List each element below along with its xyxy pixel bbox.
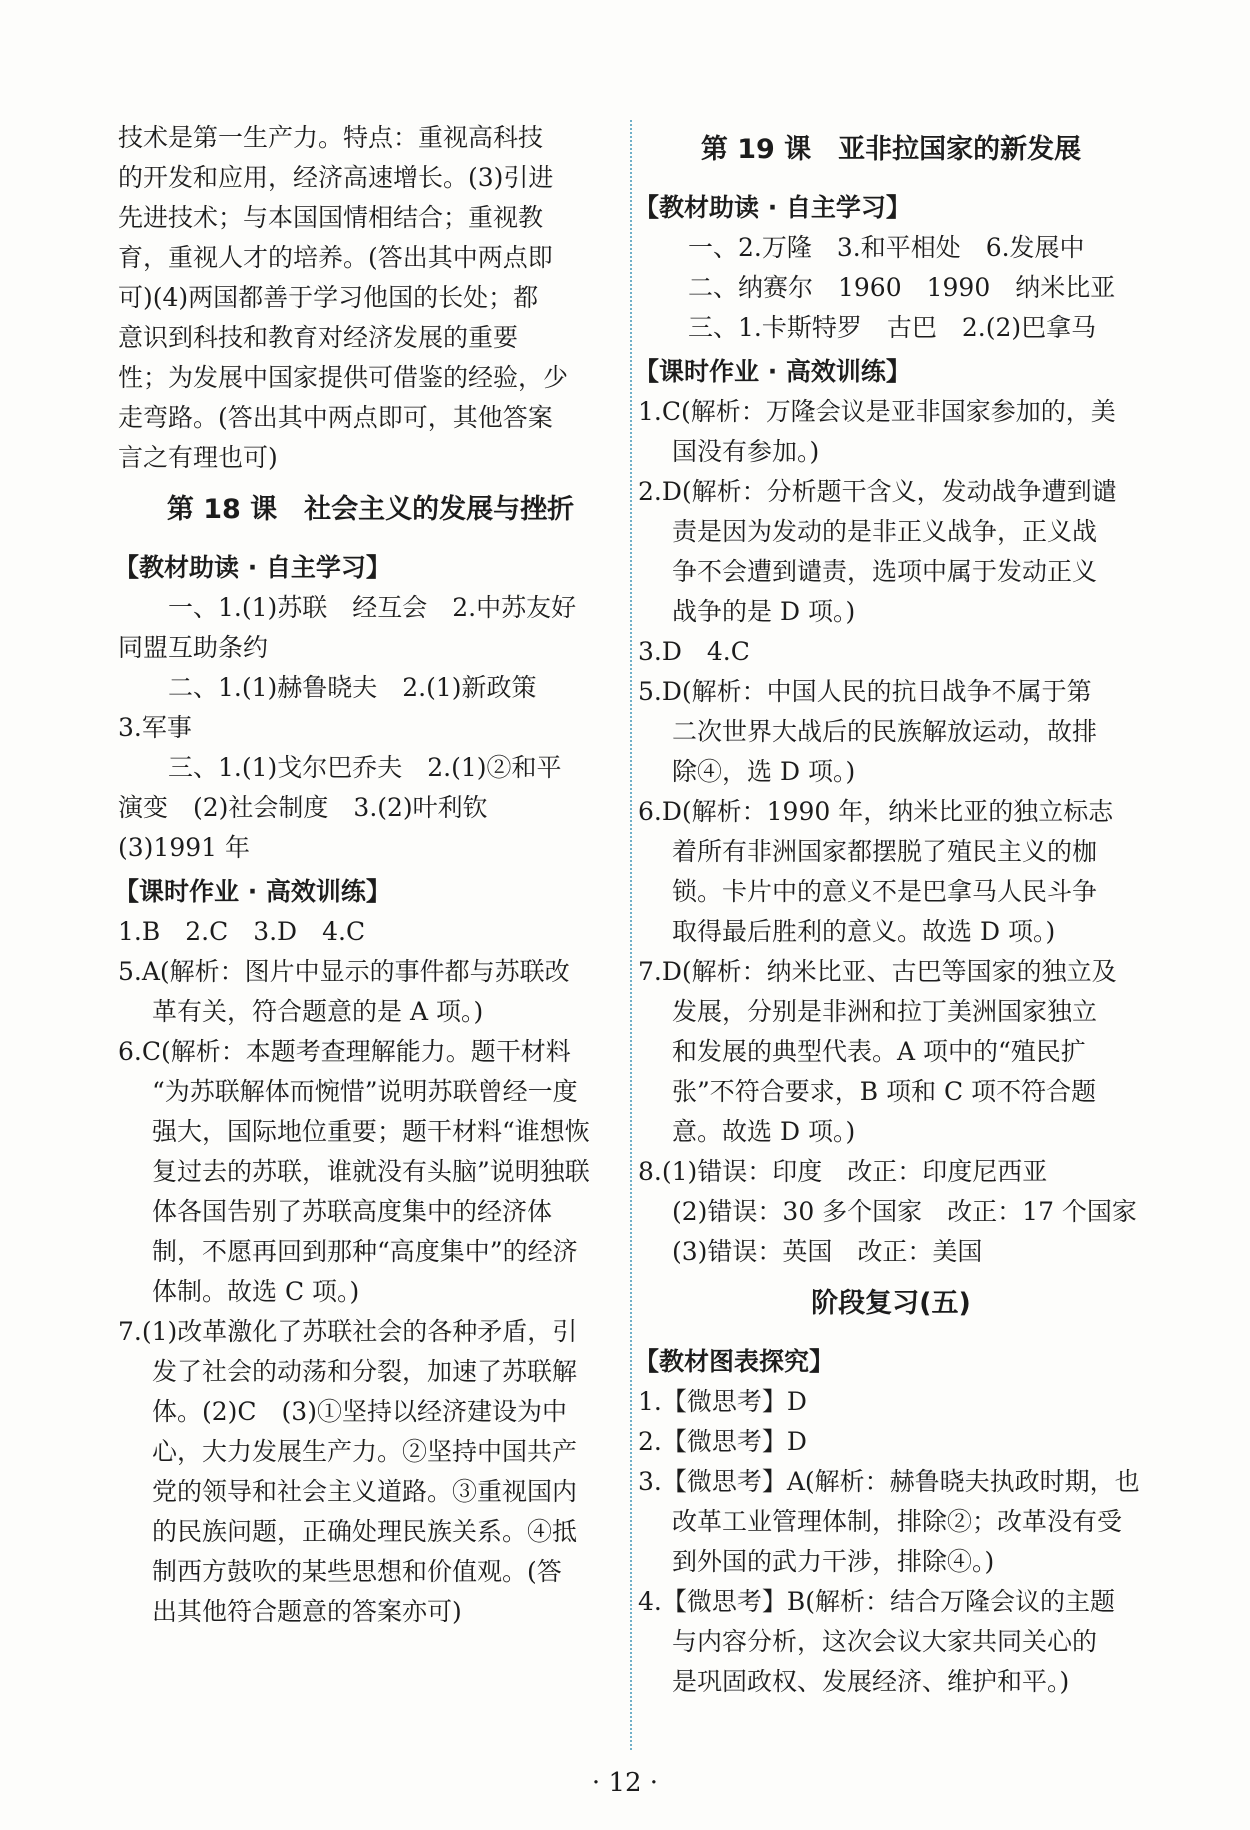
text-line: 发展，分别是非洲和拉丁美洲国家独立	[672, 997, 1098, 1026]
text-line: 国没有参加。)	[672, 437, 820, 466]
text-line: 革有关，符合题意的是 A 项。)	[152, 997, 484, 1026]
text-line: 取得最后胜利的意义。故选 D 项。)	[672, 917, 1056, 946]
text-line: 3.【微思考】A(解析：赫鲁晓夫执政时期，也	[638, 1467, 1140, 1496]
text-line: 5.A(解析：图片中显示的事件都与苏联改	[118, 957, 570, 986]
text-line: 育，重视人才的培养。(答出其中两点即	[118, 243, 553, 272]
text-line: 发了社会的动荡和分裂，加速了苏联解	[152, 1357, 578, 1386]
text-line: 战争的是 D 项。)	[672, 597, 856, 626]
text-line: (3)1991 年	[118, 833, 250, 862]
text-line: 复过去的苏联，谁就没有头脑”说明独联	[152, 1157, 590, 1186]
left-column	[114, 118, 623, 1632]
lesson-19-title: 第 19 课 亚非拉国家的新发展	[700, 134, 1082, 165]
text-line: 强大，国际地位重要；题干材料“谁想恢	[152, 1117, 590, 1146]
text-line: 1.C(解析：万隆会议是亚非国家参加的，美	[638, 397, 1116, 426]
text-line: 7.(1)改革激化了苏联社会的各种矛盾，引	[118, 1317, 578, 1346]
review-title: 阶段复习(五)	[811, 1288, 971, 1319]
text-line: 二、纳赛尔 1960 1990 纳米比亚	[688, 273, 1116, 302]
text-line: 先进技术；与本国国情相结合；重视教	[118, 203, 544, 232]
text-line: 锁。卡片中的意义不是巴拿马人民斗争	[672, 877, 1098, 906]
text-line: 体各国告别了苏联高度集中的经济体	[152, 1197, 553, 1226]
text-line: 性；为发展中国家提供可借鉴的经验，少	[118, 363, 569, 392]
text-line: 意识到科技和教育对经济发展的重要	[118, 323, 519, 352]
right-column	[634, 118, 1144, 1702]
text-line: 出其他符合题意的答案亦可)	[152, 1597, 462, 1626]
section-heading: 【教材助读 · 自主学习】	[114, 553, 391, 582]
text-line: 心，大力发展生产力。②坚持中国共产	[152, 1437, 578, 1466]
text-line: 3.D 4.C	[638, 637, 750, 666]
text-line: 意。故选 D 项。)	[672, 1117, 856, 1146]
text-line: 2.D(解析：分析题干含义，发动战争遭到谴	[638, 477, 1117, 506]
text-line: 改革工业管理体制，排除②；改革没有受	[672, 1507, 1123, 1536]
text-line: 三、1.卡斯特罗 古巴 2.(2)巴拿马	[688, 313, 1097, 342]
text-line: 一、2.万隆 3.和平相处 6.发展中	[688, 233, 1085, 262]
section-heading: 【课时作业 · 高效训练】	[634, 357, 911, 386]
text-line: 三、1.(1)戈尔巴乔夫 2.(1)②和平	[168, 753, 562, 782]
text-line: 1.B 2.C 3.D 4.C	[118, 917, 366, 946]
text-line: 一、1.(1)苏联 经互会 2.中苏友好	[168, 593, 577, 622]
text-line: (3)错误：英国 改正：美国	[672, 1237, 983, 1266]
section-heading: 【教材图表探究】	[634, 1347, 835, 1376]
text-line: “为苏联解体而惋惜”说明苏联曾经一度	[152, 1077, 578, 1106]
text-line: 着所有非洲国家都摆脱了殖民主义的枷	[672, 837, 1098, 866]
text-line: 1.【微思考】D	[638, 1387, 807, 1416]
text-line: (2)错误：30 多个国家 改正：17 个国家	[672, 1197, 1137, 1226]
text-line: 是巩固政权、发展经济、维护和平。)	[672, 1667, 1070, 1696]
text-line: 争不会遭到谴责，选项中属于发动正义	[672, 557, 1098, 586]
text-line: 党的领导和社会主义道路。③重视国内	[152, 1477, 578, 1506]
text-line: 走弯路。(答出其中两点即可，其他答案	[118, 403, 553, 432]
text-line: 8.(1)错误：印度 改正：印度尼西亚	[638, 1157, 1048, 1186]
text-line: 言之有理也可)	[118, 443, 278, 472]
text-line: 二、1.(1)赫鲁晓夫 2.(1)新政策	[168, 673, 537, 702]
page-number: · 12 ·	[591, 1768, 659, 1798]
text-line: 同盟互助条约	[118, 633, 269, 662]
text-line: 到外国的武力干涉，排除④。)	[672, 1547, 995, 1576]
text-line: 3.军事	[118, 713, 192, 742]
text-line: 7.D(解析：纳米比亚、古巴等国家的独立及	[638, 957, 1117, 986]
text-line: 与内容分析，这次会议大家共同关心的	[672, 1627, 1098, 1656]
text-line: 6.C(解析：本题考查理解能力。题干材料	[118, 1037, 571, 1066]
column-divider	[630, 120, 632, 1750]
text-line: 体。(2)C (3)①坚持以经济建设为中	[152, 1397, 567, 1426]
text-line: 责是因为发动的是非正义战争，正义战	[672, 517, 1098, 546]
text-line: 制西方鼓吹的某些思想和价值观。(答	[152, 1557, 562, 1586]
text-line: 二次世界大战后的民族解放运动，故排	[672, 717, 1098, 746]
text-line: 5.D(解析：中国人民的抗日战争不属于第	[638, 677, 1092, 706]
text-line: 除④，选 D 项。)	[672, 757, 856, 786]
text-line: 制，不愿再回到那种“高度集中”的经济	[152, 1237, 578, 1266]
text-line: 2.【微思考】D	[638, 1427, 807, 1456]
section-heading: 【教材助读 · 自主学习】	[634, 193, 911, 222]
lesson-18-title: 第 18 课 社会主义的发展与挫折	[166, 494, 575, 525]
text-line: 4.【微思考】B(解析：结合万隆会议的主题	[638, 1587, 1115, 1616]
text-line: 体制。故选 C 项。)	[152, 1277, 360, 1306]
text-line: 和发展的典型代表。A 项中的“殖民扩	[672, 1037, 1086, 1066]
text-line: 的民族问题，正确处理民族关系。④抵	[152, 1517, 578, 1546]
text-line: 可)(4)两国都善于学习他国的长处；都	[118, 283, 539, 312]
text-line: 6.D(解析：1990 年，纳米比亚的独立标志	[638, 797, 1114, 826]
text-line: 演变 (2)社会制度 3.(2)叶利钦	[118, 793, 488, 822]
text-line: 张”不符合要求，B 项和 C 项不符合题	[672, 1077, 1097, 1106]
section-heading: 【课时作业 · 高效训练】	[114, 877, 391, 906]
text-line: 技术是第一生产力。特点：重视高科技	[118, 123, 544, 152]
text-line: 的开发和应用，经济高速增长。(3)引进	[118, 163, 554, 192]
